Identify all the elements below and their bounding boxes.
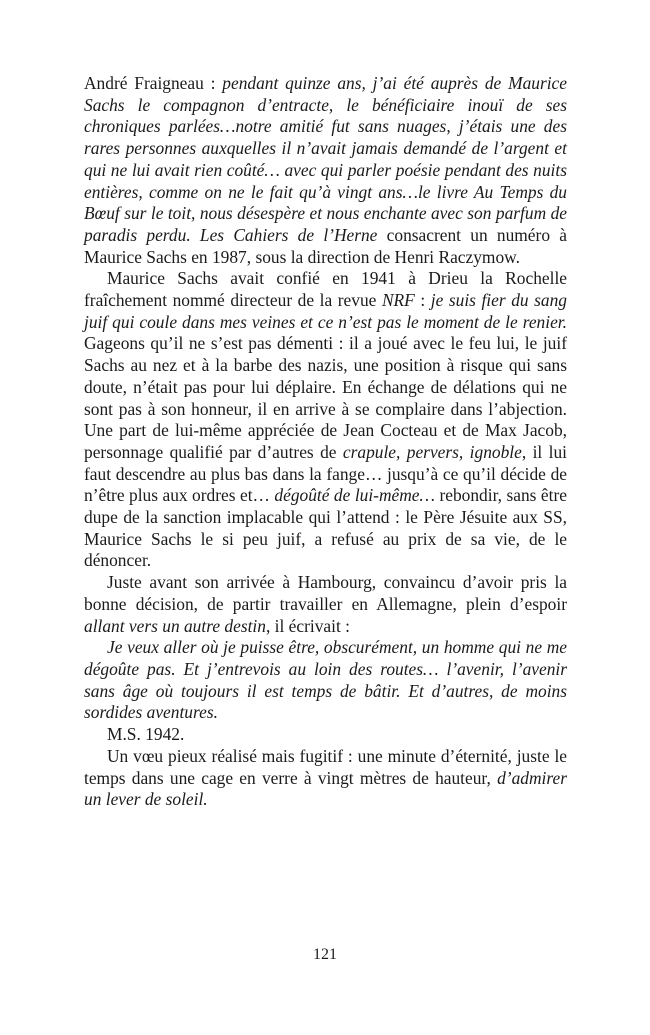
text-segment: rebondir, sans être dupe de la sanction implacable qui l’attend : le Père Jésuite aux SS, Maurice Sachs le si peu juif, a refusé au prix de sa vie, de le dénoncer. bbox=[84, 485, 567, 571]
quotation-text: crapule, pervers, ignoble bbox=[342, 441, 522, 462]
text-segment: , il lui faut descendre au plus bas dans la fange… jusqu’à ce qu’il décide de n’être plus aux ordres et… bbox=[84, 441, 567, 506]
paragraph-6 bbox=[84, 746, 567, 811]
text-segment: : bbox=[414, 290, 431, 311]
text-segment: Juste avant son arrivée à Hambourg, convaincu d’avoir pris la bonne décision, de partir travailler en Allemagne, plein d’espoir bbox=[84, 572, 567, 614]
paragraph-1 bbox=[84, 73, 567, 268]
page-number: 121 bbox=[313, 946, 337, 963]
journal-title: NRF bbox=[381, 290, 415, 311]
text-segment: Un vœu pieux réalisé mais fugitif : une minute d’éternité, juste le temps dans une cage en verre à vingt mètres de hauteur, bbox=[84, 745, 567, 788]
paragraph-3 bbox=[84, 572, 567, 637]
text-segment: André Fraigneau : bbox=[84, 73, 223, 93]
text-segment: , il écrivait : bbox=[265, 615, 350, 636]
text-segment: consacrent un numéro à Maurice Sachs en 1987, sous la direction de Henri Raczymow. bbox=[84, 224, 567, 267]
paragraph-5-signature bbox=[84, 724, 567, 746]
paragraph-2 bbox=[84, 268, 567, 572]
text-segment: M.S. 1942. bbox=[107, 724, 185, 745]
paragraph-4-quote bbox=[84, 637, 567, 724]
text-segment: Maurice Sachs avait confié en 1941 à Drieu la Rochelle fraîchement nommé directeur de la revue bbox=[84, 268, 567, 311]
quotation-text: pendant quinze ans, j’ai été auprès de Maurice Sachs le compagnon d’entracte, le bénéficiaire inouï de ses chroniques parlées…notre amitié fut sans nuages, j’étais une des rares personnes auxquelles il n’avait jamais demandé de l’argent et qui ne lui avait rien coûté… avec qui parler poésie pendant des nuits entières, comme on ne le fait qu’à vingt ans…le livre Au Temps du Bœuf sur le toit, nous désespère et nous enchante avec son parfum de paradis perdu. Les Cahiers de l’Herne bbox=[84, 73, 567, 245]
quotation-text: dégoûté de lui-même… bbox=[274, 485, 435, 506]
page-body bbox=[84, 73, 567, 811]
text-segment: Gageons qu’il ne s’est pas démenti : il a joué avec le feu lui, le juif Sachs au nez et à la barbe des nazis, une position à risque qui sans doute, n’était pas pour lui déplaire. En échange de délations qui ne sont pas à son honneur, il en arrive à se complaire dans l’abjection. Une part de lui-même appréciée de Jean Cocteau et de Max Jacob, personnage qualifié par d’autres de bbox=[84, 333, 567, 462]
quotation-text: Je veux aller où je puisse être, obscurément, un homme qui ne me dégoûte pas. Et j’entrevois au loin des routes… l’avenir, l’avenir sans âge où toujours il est temps de bâtir. Et d’autres, de moins sordides aventures. bbox=[84, 637, 567, 723]
quotation-text: allant vers un autre destin bbox=[84, 615, 266, 636]
quotation-text: je suis fier du sang juif qui coule dans mes veines et ce n’est pas le moment de le renier. bbox=[84, 290, 567, 332]
quotation-text: d’admirer un lever de soleil. bbox=[84, 767, 567, 810]
